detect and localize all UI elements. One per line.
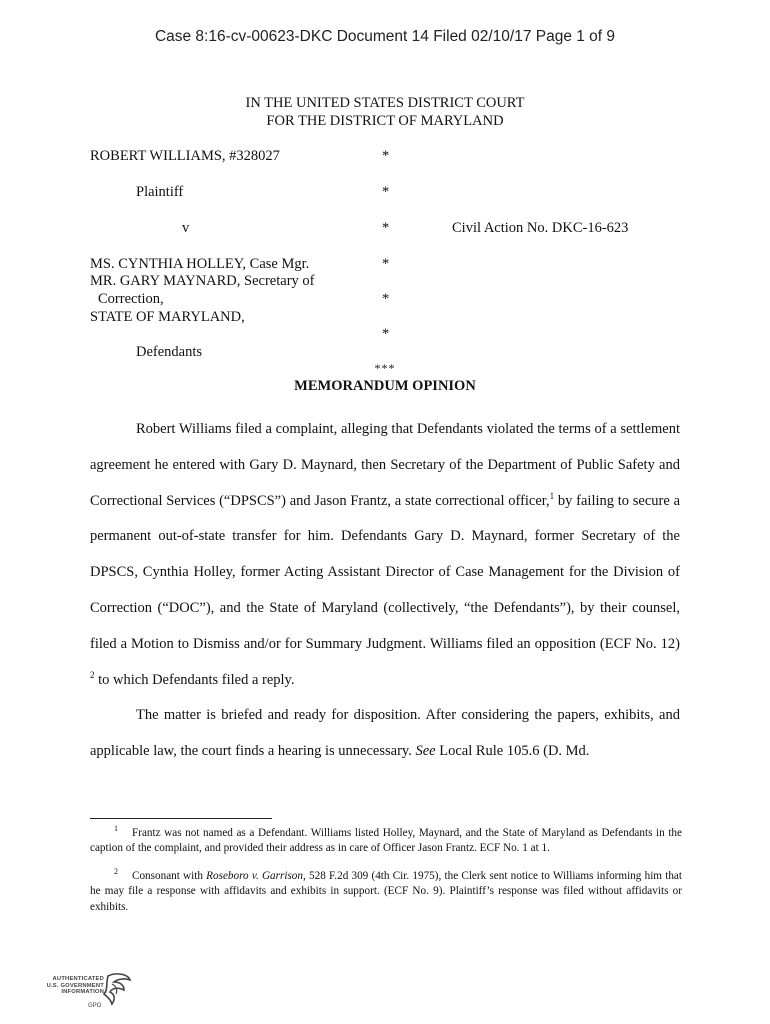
caption-separator: *** bbox=[374, 361, 396, 375]
footnote-ref-2: 2 bbox=[90, 669, 95, 680]
memorandum-title: MEMORANDUM OPINION bbox=[294, 378, 476, 394]
logo-text-line1: AUTHENTICATED bbox=[52, 976, 104, 982]
caption-star: * bbox=[382, 184, 390, 200]
footnote-2-text-a: Consonant with bbox=[132, 869, 207, 882]
footnote-2-text-b: , 528 F.2d 309 (4th Cir. 1975), the Clerk sent notice to Williams informing him that he may file a response with affidavits and exhibits in support. (ECF No. 9). Plaintiff’s response was filed without affidavits or exhibits. bbox=[90, 869, 682, 913]
footnote-2 bbox=[90, 866, 682, 915]
footnote-2-case-name: Roseboro v. Garrison bbox=[206, 869, 303, 882]
defendant-holley: MS. CYNTHIA HOLLEY, Case Mgr. bbox=[90, 256, 310, 272]
footnote-1-number: 1 bbox=[114, 824, 118, 833]
paragraph-1-text-c: to which Defendants filed a reply. bbox=[94, 671, 295, 688]
court-title-line2: FOR THE DISTRICT OF MARYLAND bbox=[266, 113, 504, 129]
civil-action-number: Civil Action No. DKC-16-623 bbox=[452, 220, 629, 236]
see-signal: See bbox=[415, 743, 436, 760]
footnote-2-number: 2 bbox=[114, 866, 118, 876]
logo-text-line2: U.S. GOVERNMENT bbox=[46, 982, 104, 989]
paragraph-1-text-a: Robert Williams filed a complaint, alleging that Defendants violated the terms of a settlement agreement he entered with Gary D. Maynard, then Secretary of the Department of Public Safety and Correctional Services (“DPSCS”) and Jason Frantz, a state correctional officer, bbox=[90, 421, 680, 509]
footnote-ref-1: 1 bbox=[549, 490, 555, 501]
case-header: Case 8:16-cv-00623-DKC Document 14 Filed 02/10/17 Page 1 of 9 bbox=[154, 28, 616, 45]
plaintiff-name: ROBERT WILLIAMS, #328027 bbox=[90, 148, 280, 164]
footnote-divider bbox=[90, 818, 272, 819]
court-title-line1: IN THE UNITED STATES DISTRICT COURT bbox=[245, 95, 525, 111]
defendants-role: Defendants bbox=[136, 344, 203, 360]
logo-text-line3: INFORMATION bbox=[61, 989, 104, 996]
defendant-maynard-title: Correction, bbox=[98, 291, 164, 307]
paragraph-2-text-a: The matter is briefed and ready for disposition. After considering the papers, exhibits, and applicable law, the court finds a hearing is unnecessary. bbox=[90, 707, 680, 760]
versus-label: v bbox=[182, 220, 190, 236]
caption-star: * bbox=[382, 256, 390, 272]
footnote-1-text: Frantz was not named as a Defendant. Williams listed Holley, Maynard, and the State of Maryland as Defendants in the caption of the complaint, and provided their address as in care of Officer Jason Frantz. ECF No. 1 at 1. bbox=[90, 827, 682, 855]
caption-star: * bbox=[382, 148, 390, 164]
paragraph-1 bbox=[90, 412, 680, 698]
court-title bbox=[0, 94, 770, 130]
gpo-authentication-logo bbox=[44, 970, 134, 1010]
defendant-maynard: MR. GARY MAYNARD, Secretary of bbox=[90, 273, 315, 289]
caption-star: * bbox=[382, 291, 390, 307]
defendant-state: STATE OF MARYLAND, bbox=[90, 309, 245, 325]
logo-gpo: GPO bbox=[88, 1003, 102, 1009]
paragraph-2 bbox=[90, 698, 680, 770]
logo-text bbox=[44, 976, 104, 996]
paragraph-2-text-b: Local Rule 105.6 (D. Md. bbox=[435, 743, 590, 760]
opinion-body bbox=[90, 412, 680, 770]
paragraph-1-text-b: by failing to secure a permanent out-of-state transfer for him. Defendants Gary D. Maynard, former Secretary of the DPSCS, Cynthia Holley, former Acting Assistant Director of Case Management for the Division of Correction (“DOC”), and the State of Maryland (collectively, “the Defendants”), by their counsel, filed a Motion to Dismiss and/or for Summary Judgment. Williams filed an opposition (ECF No. 12) bbox=[90, 492, 680, 652]
caption-star: * bbox=[382, 326, 390, 342]
plaintiff-role: Plaintiff bbox=[136, 184, 184, 200]
footnotes bbox=[90, 826, 682, 927]
footnote-1 bbox=[90, 826, 682, 857]
caption-star: * bbox=[382, 220, 390, 236]
